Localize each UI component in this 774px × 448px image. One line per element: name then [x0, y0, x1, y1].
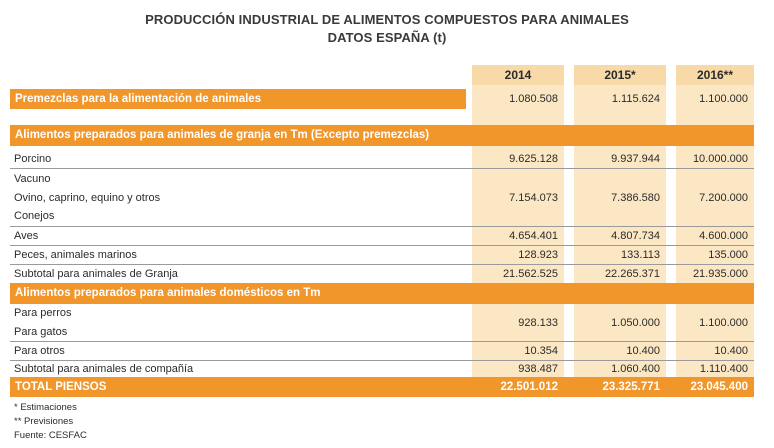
aves-2016: 4.600.000	[699, 230, 748, 242]
otros-2015: 10.400	[626, 345, 660, 357]
column-header-2014: 2014	[472, 65, 564, 85]
peces-2014: 128.923	[518, 249, 558, 261]
otros-2016: 10.400	[714, 345, 748, 357]
perros-gatos-2016: 1.100.000	[699, 317, 748, 329]
table-title: PRODUCCIÓN INDUSTRIAL DE ALIMENTOS COMPUESTOS PARA ANIMALES	[145, 12, 629, 27]
premezclas-label: Premezclas para la alimentación de animales	[10, 89, 466, 109]
conejos-label: Conejos	[14, 210, 55, 222]
total-2016: 23.045.400	[690, 381, 748, 393]
aves-label: Aves	[14, 230, 39, 242]
subtotal-compania-2015: 1.060.400	[611, 363, 660, 375]
perros-gatos-2014: 928.133	[518, 317, 558, 329]
subtotal-compania-2014: 938.487	[518, 363, 558, 375]
gatos-label: Para gatos	[14, 326, 68, 338]
otros-2014: 10.354	[524, 345, 558, 357]
column-header-2016: 2016**	[676, 65, 754, 85]
ovino-label: Ovino, caprino, equino y otros	[14, 192, 161, 204]
porcino-2015: 9.937.944	[611, 153, 660, 165]
divider	[10, 245, 754, 246]
subtotal-granja-2016: 21.935.000	[692, 268, 748, 280]
porcino-2016: 10.000.000	[692, 153, 748, 165]
porcino-label: Porcino	[14, 153, 52, 165]
divider	[10, 226, 754, 227]
subtotal-granja-label: Subtotal para animales de Granja	[14, 268, 178, 280]
grupo-2015: 7.386.580	[611, 192, 660, 204]
footnote-estimaciones: * Estimaciones	[14, 402, 77, 413]
divider	[10, 360, 754, 361]
subtotal-compania-label: Subtotal para animales de compañía	[14, 363, 194, 375]
grupo-2016: 7.200.000	[699, 192, 748, 204]
table-subtitle: DATOS ESPAÑA (t)	[327, 30, 447, 45]
vacuno-label: Vacuno	[14, 173, 51, 185]
footnote-previsiones: ** Previsiones	[14, 416, 74, 427]
footnote-fuente: Fuente: CESFAC	[14, 430, 87, 441]
perros-label: Para perros	[14, 307, 72, 319]
total-row	[10, 377, 754, 397]
premezclas-2015: 1.115.624	[611, 93, 660, 105]
otros-label: Para otros	[14, 345, 65, 357]
divider	[10, 341, 754, 342]
total-2014: 22.501.012	[500, 381, 558, 393]
total-label: TOTAL PIENSOS	[15, 381, 107, 393]
premezclas-2014: 1.080.508	[509, 93, 558, 105]
subtotal-granja-2014: 21.562.525	[502, 268, 558, 280]
peces-2015: 133.113	[621, 249, 660, 261]
subtotal-granja-2015: 22.265.371	[604, 268, 660, 280]
perros-gatos-2015: 1.050.000	[611, 317, 660, 329]
subtotal-compania-2016: 1.110.400	[699, 363, 748, 375]
domesticos-section-header: Alimentos preparados para animales domésticos en Tm	[10, 283, 754, 304]
peces-label: Peces, animales marinos	[14, 249, 137, 261]
column-header-2015: 2015*	[574, 65, 666, 85]
divider	[10, 168, 754, 169]
divider	[10, 264, 754, 265]
premezclas-2016: 1.100.000	[699, 93, 748, 105]
granja-section-header: Alimentos preparados para animales de granja en Tm (Excepto premezclas)	[10, 125, 754, 146]
total-2015: 23.325.771	[602, 381, 660, 393]
peces-2016: 135.000	[708, 249, 748, 261]
aves-2015: 4.807.734	[611, 230, 660, 242]
porcino-2014: 9.625.128	[509, 153, 558, 165]
aves-2014: 4.654.401	[509, 230, 558, 242]
grupo-2014: 7.154.073	[509, 192, 558, 204]
